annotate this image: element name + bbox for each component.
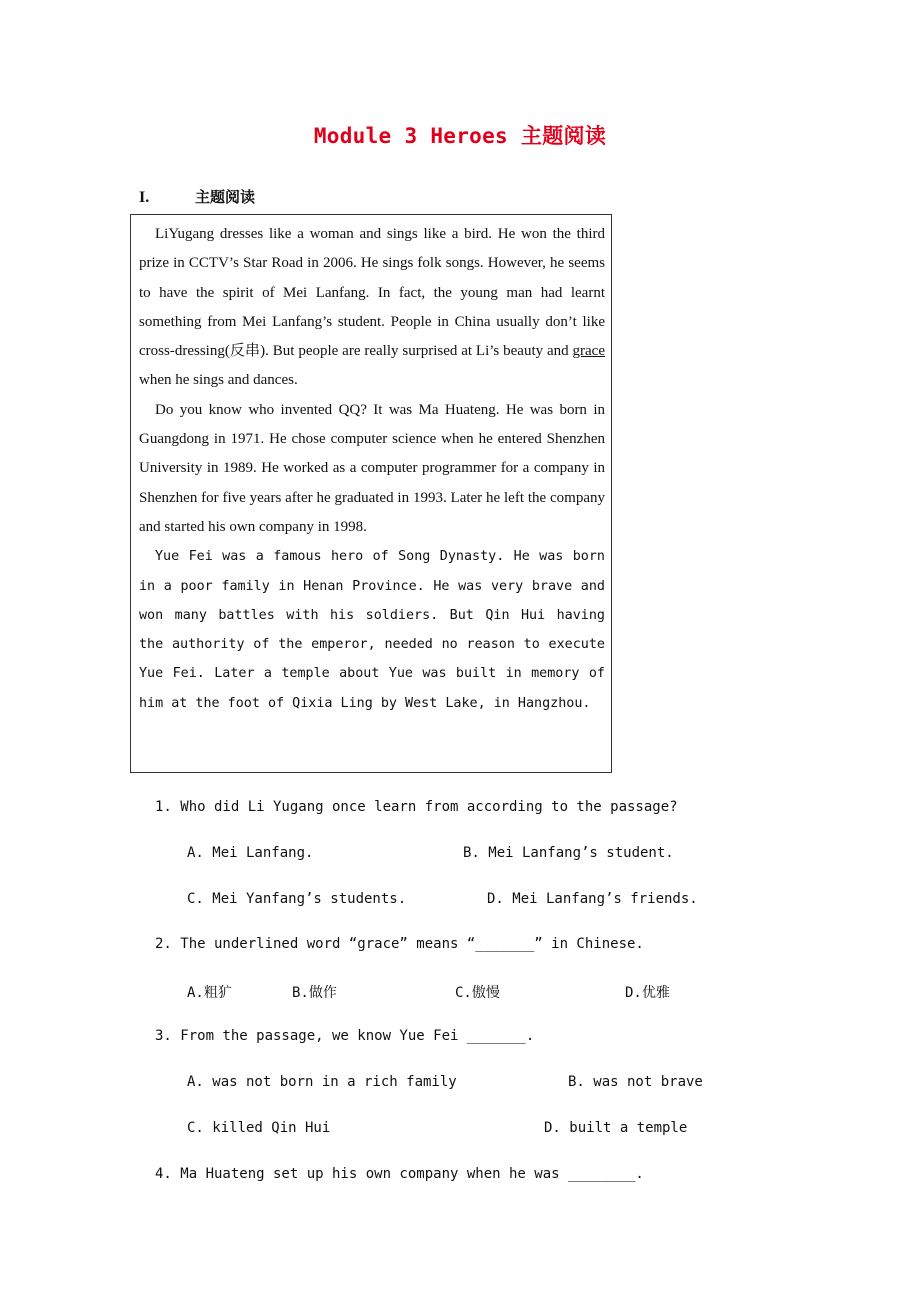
question-3-option-b[interactable]: B. was not brave xyxy=(568,1074,703,1090)
question-2-stem: 2. The underlined word “grace” means “_______” in Chinese. xyxy=(155,936,644,952)
question-4-stem: 4. Ma Huateng set up his own company when he was ________. xyxy=(155,1166,644,1182)
question-2-option-b[interactable]: B.做作 xyxy=(292,985,337,1001)
passage-p3-text: Yue Fei was a famous hero of Song Dynasty. He was born in a poor family in Henan Province. He was very brave and won many battles with his soldiers. But Qin Hui having the authority of the emperor, needed no reason to execute Yue Fei. Later a temple about Yue was built in memory of him at the foot of Qixia Ling by West Lake, in Hangzhou. xyxy=(139,549,605,711)
question-2-option-d[interactable]: D.优雅 xyxy=(625,985,670,1001)
underlined-word: grace xyxy=(572,343,605,360)
section-heading xyxy=(139,186,255,207)
question-1-option-a[interactable]: A. Mei Lanfang. xyxy=(187,845,314,861)
question-1-option-b[interactable]: B. Mei Lanfang’s student. xyxy=(463,845,674,861)
passage-p2-text: Do you know who invented QQ? It was Ma Huateng. He was born in Guangdong in 1971. He chose computer science when he entered Shenzhen University in 1989. He worked as a computer programmer for a company in Shenzhen for five years after he graduated in 1993. Later he left the company and started his own company in 1998. xyxy=(139,401,605,535)
reading-passage-box xyxy=(130,214,612,773)
passage-paragraph-2 xyxy=(139,396,605,542)
passage-p1-after: when he sings and dances. xyxy=(139,372,298,389)
section-number: I. xyxy=(139,189,150,206)
question-3-stem: 3. From the passage, we know Yue Fei _______. xyxy=(155,1028,535,1044)
question-1-option-d[interactable]: D. Mei Lanfang’s friends. xyxy=(487,891,698,907)
passage-paragraph-3 xyxy=(139,542,605,718)
question-1-option-c[interactable]: C. Mei Yanfang’s students. xyxy=(187,891,407,907)
question-3-option-d[interactable]: D. built a temple xyxy=(544,1120,688,1136)
page-title: Module 3 Heroes 主题阅读 xyxy=(313,124,607,148)
passage-paragraph-1 xyxy=(139,220,605,396)
passage-p1-before: LiYugang dresses like a woman and sings like a bird. He won the third prize in CCTV’s Star Road in 2006. He sings folk songs. However, he seems to have the spirit of Mei Lanfang. In fact, the young man had learnt something from Mei Lanfang’s student. People in China usually don’t like cross-dressing(反串). But people are really surprised at Li’s beauty and xyxy=(139,226,605,360)
question-2-option-a[interactable]: A.粗犷 xyxy=(187,985,232,1001)
question-3-option-a[interactable]: A. was not born in a rich family xyxy=(187,1074,457,1090)
question-1-stem: 1. Who did Li Yugang once learn from according to the passage? xyxy=(155,799,678,815)
section-label: 主题阅读 xyxy=(195,188,256,206)
question-3-option-c[interactable]: C. killed Qin Hui xyxy=(187,1120,331,1136)
question-2-option-c[interactable]: C.傲慢 xyxy=(455,985,500,1001)
